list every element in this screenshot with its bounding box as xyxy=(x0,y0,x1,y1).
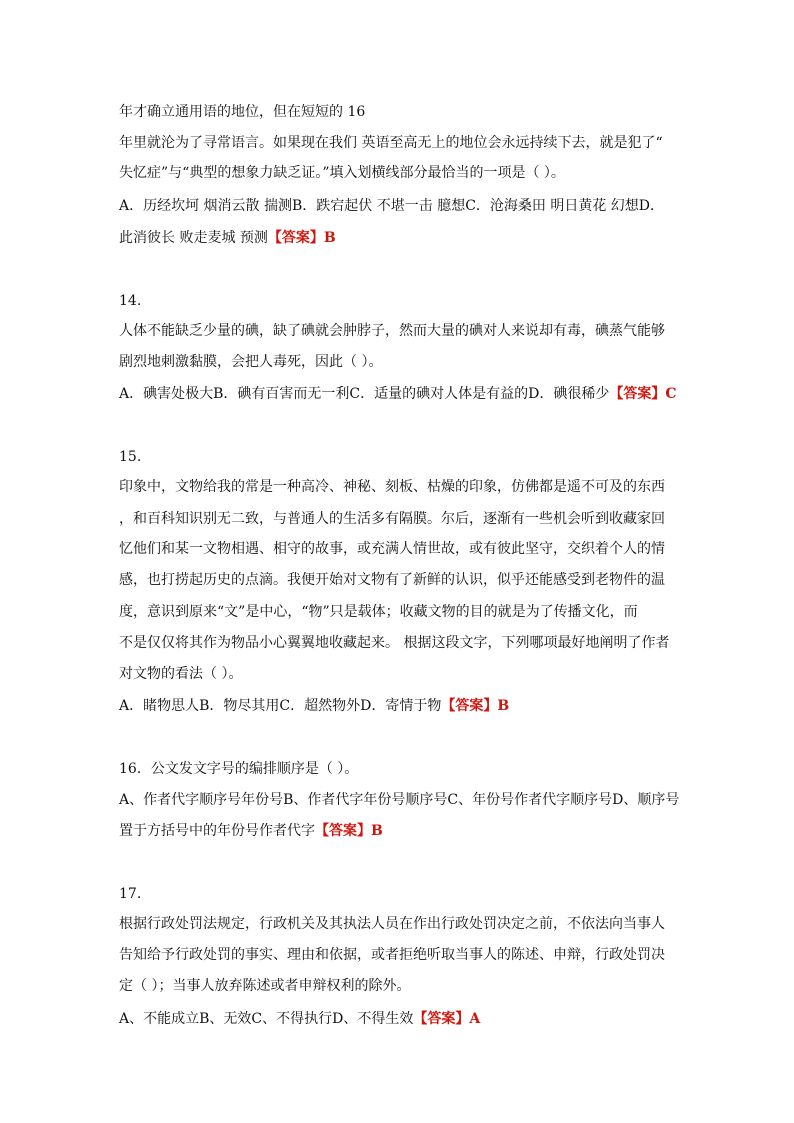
q15-text-line-7: 对文物的看法（ ）。 xyxy=(119,666,243,682)
q13-options-text: 此消彼长 败走麦城 预测 xyxy=(119,230,268,246)
q17-number: 17. xyxy=(119,886,142,902)
q16-options-line-1: A、作者代字顺序号年份号B、作者代字年份号顺序号C、年份号作者代字顺序号D、顺序号 xyxy=(119,792,680,808)
q13-answer-label: 【答案】 xyxy=(267,230,324,246)
q15-answer: B xyxy=(497,698,510,714)
q14-text-line-1: 人体不能缺乏少量的碘，缺了碘就会肿脖子，然而大量的碘对人来说却有毒，碘蒸气能够 xyxy=(119,323,665,339)
q15-text-line-6: 不是仅仅将其作为物品小心翼翼地收藏起来。 根据这段文字，下列哪项最好地阐明了作者 xyxy=(119,635,670,651)
q13-text-line-1: 年才确立通用语的地位，但在短短的 16 xyxy=(119,104,366,120)
q15-options-line xyxy=(119,697,509,715)
q17-answer-label: 【答案】 xyxy=(413,1011,470,1027)
q16-answer-label: 【答案】 xyxy=(315,823,371,839)
q13-text-line-2: 年里就沦为了寻常语言。如果现在我们 英语至高无上的地位会永远持续下去，就是犯了“ xyxy=(119,135,663,151)
q15-text-line-3: 忆他们和某一文物相遇、相守的故事，或充满人情世故，或有彼此坚守，交织着个人的情 xyxy=(119,541,665,557)
q13-options-line-2 xyxy=(119,229,336,247)
q15-text-line-4: 感，也打捞起历史的点滴。我便开始对文物有了新鲜的认识，似乎还能感受到老物件的温 xyxy=(119,572,665,588)
q14-options-line xyxy=(119,385,677,403)
q15-options-text: A．睹物思人B．物尽其用C．超然物外D．寄情于物 xyxy=(119,698,442,714)
q17-answer: A xyxy=(469,1011,481,1027)
q14-text-line-2: 剧烈地刺激黏膜，会把人毒死，因此（ ）。 xyxy=(119,354,383,370)
q15-number: 15. xyxy=(119,449,142,465)
q16-options-line-2 xyxy=(119,822,383,840)
q15-text-line-1: 印象中，文物给我的常是一种高冷、神秘、刻板、枯燥的印象，仿佛都是遥不可及的东西 xyxy=(119,479,665,495)
q14-answer-label: 【答案】 xyxy=(609,386,666,402)
q13-answer: B xyxy=(323,230,336,246)
q13-text-line-3: 失忆症”与“典型的想象力缺乏证。”填入划横线部分最恰当的一项是（ ）。 xyxy=(119,165,565,181)
q16-text-line-1: 16．公文发文字号的编排顺序是（ ）。 xyxy=(119,761,359,777)
q14-answer: C xyxy=(665,386,677,402)
q13-options-line-1: A．历经坎坷 烟消云散 揣测B．跌宕起伏 不堪一击 臆想C．沧海桑田 明日黄花 幻想D． xyxy=(119,198,665,214)
q14-number: 14. xyxy=(119,293,142,309)
q17-text-line-2: 告知给予行政处罚的事实、理由和依据，或者拒绝听取当事人的陈述、申辩，行政处罚决 xyxy=(119,947,665,963)
q15-answer-label: 【答案】 xyxy=(441,698,498,714)
q15-text-line-5: 度，意识到原来“文”是中心，“物”只是载体；收藏文物的目的就是为了传播文化，而 xyxy=(119,604,638,620)
q17-text-line-3: 定（ ）；当事人放弃陈述或者申辩权利的除外。 xyxy=(119,978,411,994)
q17-options-line xyxy=(119,1010,480,1028)
q17-text-line-1: 根据行政处罚法规定，行政机关及其执法人员在作出行政处罚决定之前，不依法向当事人 xyxy=(119,916,665,932)
q14-options-text: A．碘害处极大B．碘有百害而无一利C．适量的碘对人体是有益的D．碘很稀少 xyxy=(119,386,610,402)
q15-text-line-2: ，和百科知识别无二致，与普通人的生活多有隔膜。尔后，逐渐有一些机会听到收藏家回 xyxy=(119,511,665,527)
q16-answer: B xyxy=(371,823,383,839)
q17-options-text: A、不能成立B、无效C、不得执行D、不得生效 xyxy=(119,1011,414,1027)
q16-options-text: 置于方括号中的年份号作者代字 xyxy=(119,823,315,839)
